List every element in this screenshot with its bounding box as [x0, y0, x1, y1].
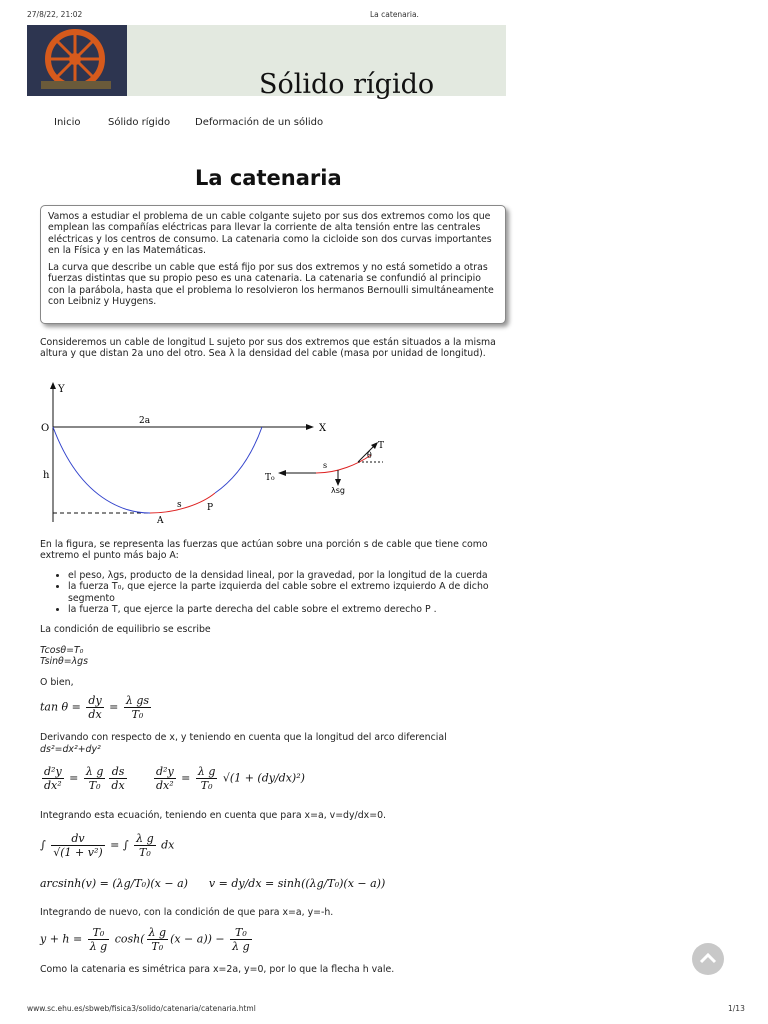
arcsinh-equation: arcsinh(v) = (λg/T₀)(x − a) v = dy/dx = sinh((λg/T₀)(x − a)): [40, 877, 386, 890]
integrando2-text: Integrando de nuevo, con la condición de que para x=a, y=-h.: [40, 907, 334, 918]
label-o: O: [41, 423, 50, 434]
derivando-text: Derivando con respecto de x, y teniendo en cuenta que la longitud del arco diferencial: [40, 732, 447, 743]
forces-list: [55, 570, 513, 616]
label-t0: T₀: [265, 473, 275, 483]
intro-paragraph-2: La curva que describe un cable que está fijo por sus dos extremos y no está sometido a otras fuerzas distintas que su propio peso es una catenaria. La catenaria se confundió al principio con la parábola, hasta que el problema lo resolvieron los hermanos Bernoulli simultáneamente con Leibniz y Huygens.: [48, 262, 494, 308]
equation-1: Tcosθ=T₀: [40, 645, 84, 656]
label-a: A: [157, 516, 164, 526]
catenary-equation: y + h = $\frac{\text{T₀}}{\text{λ g}}$ cosh( $\frac{\text{λ g}}{\text{T₀}}$ (x − a)) − $\frac{\text{T₀}}{\text{λ g}}$: [40, 926, 250, 953]
label-t: T: [378, 441, 385, 451]
label-s: s: [177, 500, 182, 510]
label-2a: 2a: [139, 416, 151, 426]
label-lambda-sg: λsg: [331, 486, 345, 495]
intro-box: [40, 205, 506, 324]
simetrica-text: Como la catenaria es simétrica para x=2a, y=0, por lo que la flecha h vale.: [40, 964, 395, 975]
nav-solido-rigido[interactable]: Sólido rígido: [108, 117, 171, 128]
intro-paragraph-1: Vamos a estudiar el problema de un cable colgante sujeto por sus dos extremos como los que emplean las compañías eléctricas para llevar la corriente de alta tensión entre las centrales eléctricas y los centros de consumo. La catenaria como la cicloide son dos curvas importantes en la Física y en las Matemáticas.: [48, 211, 492, 256]
sqrt-equation: $\frac{\text{d²y}}{\text{dx²}}$ = $\frac{\text{λ g}}{\text{T₀}}$ √(1 + (dy/dx)²): [156, 765, 305, 792]
obien-text: O bien,: [40, 677, 74, 688]
label-h: h: [43, 470, 50, 481]
equation-2: Tsinθ=λgs: [40, 656, 89, 667]
arc-equation: ds²=dx²+dy²: [40, 744, 101, 755]
second-derivative-equation: $\frac{\text{d²y}}{\text{dx²}}$ = $\frac{\text{λ g}}{\text{T₀}}$ $\frac{ds}{dx}$: [44, 765, 125, 792]
list-item: • el peso, λgs, producto de la densidad lineal, por la gravedad, por la longitud de la cuerda: [68, 570, 513, 581]
tan-equation: tan θ = $\frac{dy}{dx}$ = $\frac{\text{λ gs}}{\text{T₀}}$: [40, 694, 150, 721]
wheel-logo: [27, 25, 127, 96]
print-header-datetime: 27/8/22, 21:02: [27, 10, 83, 19]
label-p: P: [207, 503, 214, 513]
label-theta: θ: [367, 451, 372, 460]
condicion-text: La condición de equilibrio se escribe: [40, 624, 211, 635]
print-footer-page: 1/13: [728, 1004, 745, 1013]
integral-equation: ∫ $\frac{dv}{\text{√(1 + v²)}}$ = ∫ $\frac{\text{λ g}}{\text{T₀}}$ dx: [40, 832, 175, 859]
label-y: Y: [58, 384, 65, 395]
scroll-top-button[interactable]: [692, 943, 724, 975]
chevron-up-icon: [692, 943, 724, 975]
nav-deformacion[interactable]: Deformación de un sólido: [195, 117, 324, 128]
catenary-figure: [38, 382, 398, 527]
site-banner: [27, 25, 506, 100]
consideremos-paragraph: Consideremos un cable de longitud L sujeto por sus dos extremos que están situados a la misma altura y que distan 2a uno del otro. Sea λ la densidad del cable (masa por unidad de longitud).: [40, 337, 496, 360]
print-header-title: La catenaria.: [370, 10, 419, 19]
page-title: La catenaria: [195, 166, 342, 190]
label-x: X: [319, 423, 327, 434]
integrando1-text: Integrando esta ecuación, teniendo en cuenta que para x=a, v=dy/dx=0.: [40, 810, 387, 821]
list-item: • la fuerza T, que ejerce la parte derecha del cable sobre el extremo derecho P .: [68, 604, 513, 615]
print-footer-url: www.sc.ehu.es/sbweb/fisica3/solido/catenaria/catenaria.html: [27, 1004, 256, 1013]
figura-paragraph: En la figura, se representa las fuerzas que actúan sobre una porción s de cable que tiene como extremo el punto más bajo A:: [40, 539, 488, 562]
banner-title: Sólido rígido: [259, 69, 435, 100]
list-item: • la fuerza T₀, que ejerce la parte izquierda del cable sobre el extremo izquierdo A de dicho segmento: [68, 581, 513, 604]
label-s2: s: [323, 461, 328, 470]
nav-inicio[interactable]: Inicio: [54, 117, 81, 128]
